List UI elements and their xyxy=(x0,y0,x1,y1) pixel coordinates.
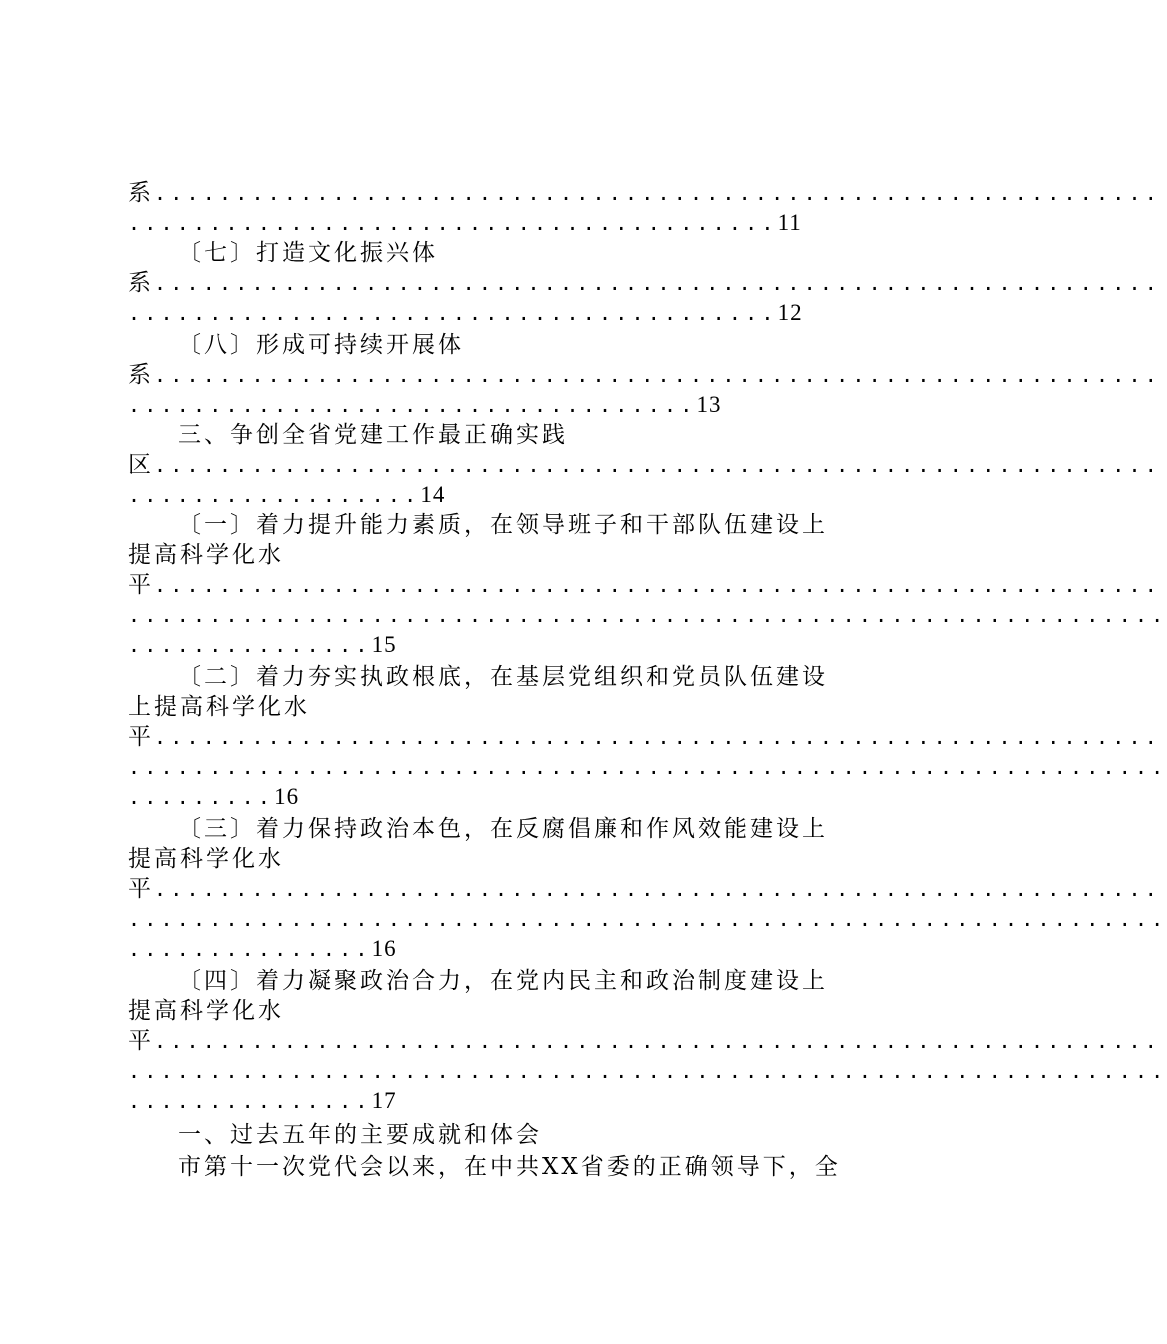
toc-leader-line xyxy=(128,934,828,964)
toc-leader-dots: ........................................ xyxy=(128,301,778,325)
toc-entry-heading-cont: 上提高科学化水 xyxy=(128,694,310,720)
toc-page-number: 17 xyxy=(371,1088,397,1113)
toc-leader-dots: ............... xyxy=(128,937,372,961)
toc-leader-line xyxy=(128,268,1161,298)
toc-leader-dots: .................. xyxy=(128,483,421,507)
toc-leader-dots: ................................................................ xyxy=(128,755,1167,779)
toc-leader-dots: .............................................................. xyxy=(154,271,1161,295)
toc-entry-heading-cont: 提高科学化水 xyxy=(128,846,284,872)
toc-line-text: 平 xyxy=(128,1028,154,1054)
toc-line-text: 平 xyxy=(128,572,154,598)
toc-leader-dots: ............... xyxy=(128,1089,372,1113)
toc-entry-heading-cont: 提高科学化水 xyxy=(128,542,284,568)
toc-leader-line xyxy=(128,1056,1167,1086)
toc-line-text: 系 xyxy=(128,270,154,296)
toc-leader-dots: .............................................................. xyxy=(154,363,1161,387)
section-title: 一、过去五年的主要成就和体会 xyxy=(178,1122,542,1148)
toc-leader-dots: ................................................................ xyxy=(128,603,1167,627)
toc-leader-line xyxy=(128,752,1167,782)
toc-leader-dots: ........................................ xyxy=(128,211,778,235)
toc-leader-dots: .............................................................. xyxy=(154,1029,1161,1053)
toc-leader-dots: .............................................................. xyxy=(154,573,1161,597)
toc-line-text: 系 xyxy=(128,180,154,206)
toc-leader-dots: .............................................................. xyxy=(154,725,1161,749)
toc-leader-dots: ................................... xyxy=(128,393,697,417)
toc-entry-heading: 〔七〕打造文化振兴体 xyxy=(178,240,438,266)
toc-leader-line xyxy=(128,208,828,238)
toc-leader-line xyxy=(128,360,1161,390)
toc-entry-heading-cont: 提高科学化水 xyxy=(128,998,284,1024)
toc-page-number: 13 xyxy=(696,392,722,417)
toc-page-number: 12 xyxy=(777,300,803,325)
toc-line-text: 区 xyxy=(128,452,154,478)
toc-leader-line xyxy=(128,904,1167,934)
toc-entry-heading: 〔一〕着力提升能力素质，在领导班子和干部队伍建设上 xyxy=(178,512,828,538)
toc-entry-heading: 〔二〕着力夯实执政根底，在基层党组织和党员队伍建设 xyxy=(178,664,828,690)
toc-page-number: 16 xyxy=(274,784,300,809)
toc-leader-line xyxy=(128,178,1161,208)
toc-page-number: 11 xyxy=(777,210,802,235)
toc-leader-line xyxy=(128,480,828,510)
toc-entry-heading: 〔三〕着力保持政治本色，在反腐倡廉和作风效能建设上 xyxy=(178,816,828,842)
toc-page-number: 16 xyxy=(371,936,397,961)
toc-leader-dots: .............................................................. xyxy=(154,453,1161,477)
toc-line-text: 系 xyxy=(128,362,154,388)
toc-leader-line xyxy=(128,570,1161,600)
toc-leader-dots: .............................................................. xyxy=(154,181,1161,205)
toc-page-number: 14 xyxy=(420,482,446,507)
paragraph-text: 市第十一次党代会以来，在中共XX省委的正确领导下，全 xyxy=(178,1154,841,1180)
toc-leader-dots: ............... xyxy=(128,633,372,657)
toc-leader-line xyxy=(128,630,828,660)
toc-leader-line xyxy=(128,390,828,420)
toc-page-number: 15 xyxy=(371,632,397,657)
toc-leader-line xyxy=(128,782,828,812)
toc-leader-dots: ................................................................ xyxy=(128,907,1167,931)
toc-leader-line xyxy=(128,600,1167,630)
toc-leader-dots: ................................................................ xyxy=(128,1059,1167,1083)
toc-leader-dots: ......... xyxy=(128,785,275,809)
toc-entry-heading: 〔四〕着力凝聚政治合力，在党内民主和政治制度建设上 xyxy=(178,968,828,994)
toc-leader-line xyxy=(128,874,1161,904)
toc-line-text: 平 xyxy=(128,876,154,902)
toc-entry-heading: 〔八〕形成可持续开展体 xyxy=(178,332,464,358)
toc-leader-line xyxy=(128,1086,828,1116)
toc-leader-dots: .............................................................. xyxy=(154,877,1161,901)
toc-leader-line xyxy=(128,450,1161,480)
toc-line-text: 平 xyxy=(128,724,154,750)
toc-leader-line xyxy=(128,722,1161,752)
toc-leader-line xyxy=(128,298,828,328)
toc-leader-line xyxy=(128,1026,1161,1056)
toc-entry-heading: 三、争创全省党建工作最正确实践 xyxy=(178,422,568,448)
